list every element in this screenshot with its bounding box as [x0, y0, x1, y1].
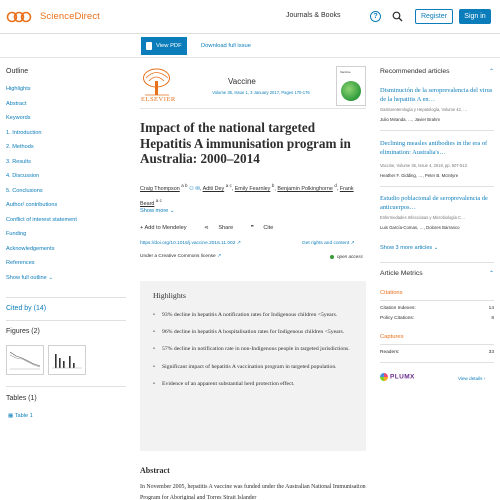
highlight-item: • Evidence of an apparent substantial herd protection effect. — [153, 380, 353, 389]
outline-item[interactable]: Funding — [6, 231, 27, 237]
recommended-article-title[interactable]: Estudio poblacional de seroprevalencia de anticuerpos… — [380, 195, 488, 211]
journals-books-link[interactable]: Journals & Books — [286, 12, 341, 19]
tables-heading[interactable]: Tables (1) — [6, 395, 37, 402]
share-button[interactable] — [204, 225, 241, 231]
view-details-label: View details — [458, 376, 483, 381]
outline-item[interactable]: 2. Methods — [6, 144, 34, 150]
plumx-icon — [380, 373, 388, 381]
outline-item[interactable]: References — [6, 260, 35, 266]
policy-citations-row — [380, 316, 494, 321]
author-link[interactable]: Aditi Dey — [202, 185, 225, 192]
author-affiliation: a b — [181, 183, 188, 188]
cover-title: Vaccine — [340, 70, 351, 74]
outline-item[interactable]: 5. Conclusions — [6, 187, 43, 194]
metric-value: 8 — [491, 316, 494, 321]
external-link-icon: ↗ — [236, 241, 241, 246]
plumx-label: PLUMX — [390, 373, 415, 381]
highlights-title: Highlights — [153, 291, 186, 300]
divider — [380, 362, 494, 363]
license-info — [140, 254, 221, 259]
recommended-article-title[interactable]: Disminución de la seroprevalencia del virus de la hepatitis A en… — [380, 87, 493, 103]
author-link[interactable]: Craig Thompson — [140, 185, 180, 192]
open-access-badge: open access — [330, 254, 363, 259]
divider — [6, 320, 126, 321]
pdf-icon — [146, 42, 152, 50]
outline-item[interactable]: Keywords — [6, 115, 31, 121]
chevron-up-icon: ⌃ — [488, 271, 494, 277]
rights-label: Get rights and content — [302, 241, 350, 246]
show-more-articles-link[interactable] — [380, 245, 494, 251]
recommended-article-source: Gastroenterología y Hepatología, Volume 42, … — [380, 107, 468, 112]
person-icon: ⚇ — [189, 185, 194, 192]
author-affiliation: b — [271, 183, 275, 188]
cited-by-heading[interactable]: Cited by (14) — [6, 305, 47, 312]
cite-button[interactable] — [251, 225, 282, 231]
journal-volume-link[interactable]: Volume 35, Issue 1, 3 January 2017, Pages 170-176 — [212, 90, 310, 95]
cite-label: Cite — [263, 225, 274, 231]
chevron-down-icon: ⌄ — [48, 274, 53, 281]
divider — [140, 108, 366, 109]
chevron-down-icon: ⌄ — [433, 245, 439, 251]
divider — [380, 130, 494, 131]
top-header — [0, 0, 500, 34]
chevron-down-icon: ⌄ — [169, 208, 175, 214]
share-icon: ⋖ — [204, 225, 209, 231]
author-link[interactable]: Benjamin Polkinghorne — [277, 185, 333, 192]
license-text[interactable]: Under a Creative Commons license — [140, 254, 216, 259]
figures-heading[interactable]: Figures (2) — [6, 328, 40, 335]
bar-chart-thumbnail-icon — [49, 346, 85, 374]
highlight-item: • Significant impact of hepatitis A vaccination program in targeted population. — [153, 363, 353, 372]
search-icon[interactable] — [392, 11, 403, 22]
line-chart-thumbnail-icon — [7, 346, 43, 374]
brand-name[interactable]: ScienceDirect — [40, 11, 100, 22]
doi-label: https://doi.org/10.1016/j.vaccine.2016.11.002 — [140, 241, 236, 246]
metrics-title: Article Metrics — [380, 270, 423, 277]
sign-in-button[interactable]: Sign in — [459, 9, 491, 24]
author-link[interactable]: Emily Fearnley — [234, 185, 271, 192]
recommended-title: Recommended articles — [380, 68, 450, 75]
divider — [380, 262, 494, 263]
show-full-outline-label: Show full outline — [6, 274, 47, 281]
outline-item[interactable]: 4. Discussion — [6, 173, 40, 179]
register-button[interactable]: Register — [415, 9, 453, 24]
chevron-right-icon: › — [483, 376, 486, 381]
outline-item[interactable]: 1. Introduction — [6, 129, 42, 136]
view-pdf-button[interactable] — [141, 37, 187, 55]
sciencedirect-logo-icon[interactable] — [6, 9, 32, 25]
author-link[interactable]: Frank Beard — [140, 185, 354, 207]
show-more-label: Show more — [140, 208, 169, 214]
article-metrics-heading[interactable] — [380, 270, 494, 277]
view-pdf-label: View PDF — [156, 43, 182, 49]
journal-title[interactable]: Vaccine — [228, 77, 256, 86]
recommended-article-title[interactable]: Declining measles antibodies in the era of elimination: Australia's… — [380, 140, 488, 156]
recommended-article-authors: Julio Miranda, …, Javier Brahm — [380, 117, 440, 122]
help-icon[interactable]: ? — [370, 11, 381, 22]
metric-value: 14 — [488, 306, 494, 311]
quote-icon: ❞ — [250, 225, 254, 231]
article-toolbar — [0, 34, 500, 58]
show-more-articles-label: Show 3 more articles — [380, 245, 433, 251]
recommended-heading[interactable] — [380, 68, 494, 75]
divider — [380, 344, 494, 345]
abstract-title: Abstract — [140, 466, 170, 475]
highlight-item: • 57% decline in notification rate in non-Indigenous people in targeted jurisdictions. — [153, 345, 353, 354]
external-link-icon: ↗ — [217, 254, 222, 259]
view-details-link[interactable] — [458, 376, 485, 381]
captures-category: Captures — [380, 334, 404, 340]
download-issue-link[interactable]: Download full issue — [201, 43, 251, 49]
author-affiliation: a c — [155, 197, 162, 203]
article-title: Impact of the national targeted Hepatitis A immunisation program in Australia: 2000–2014 — [140, 120, 351, 166]
show-full-outline-link[interactable] — [6, 274, 126, 289]
recommended-article-source: Vaccine, Volume 36, Issue 4, 2018, pp. 507-513 — [380, 163, 467, 168]
figure-thumbnail-2[interactable] — [48, 345, 86, 375]
email-icon[interactable]: ✉ — [195, 185, 200, 192]
metric-label: Citation Indexes: — [380, 306, 416, 311]
readers-row — [380, 350, 494, 355]
highlight-item: • 93% decline in hepatitis A notification rates for Indigenous children <5years. — [153, 311, 353, 320]
add-mendeley-label: Add to Mendeley — [144, 225, 187, 231]
table-link[interactable] — [8, 413, 33, 419]
recommended-article-authors: Luis García-Comas, …, Dolores Barranco — [380, 225, 460, 230]
doi-link[interactable] — [140, 241, 241, 246]
author-affiliation: d — [334, 183, 337, 188]
divider — [6, 297, 126, 298]
outline-item[interactable]: Abstract — [6, 100, 27, 107]
outline-item[interactable]: 3. Results — [6, 158, 31, 165]
outline-item[interactable]: Highlights — [6, 86, 31, 92]
plumx-logo[interactable] — [380, 373, 415, 381]
recommended-article-source: Enfermedades Infecciosas y Microbiología C… — [380, 215, 466, 220]
rights-link[interactable] — [302, 241, 355, 246]
chevron-up-icon: ⌃ — [488, 69, 494, 75]
table-icon: ▦ — [8, 413, 15, 419]
author-list: Craig Thompson $^{a b}$ ⚇ ✉, Aditi Dey $^{a c}$, Emily Fearnley $^b$, Benjamin Polkinghorne $^d$, Frank Beard $^{a c}$ — [140, 183, 354, 207]
outline-item[interactable]: Acknowledgements — [6, 245, 55, 252]
outline-title: Outline — [6, 68, 29, 75]
metric-value: 33 — [488, 350, 494, 355]
highlights-box — [140, 281, 366, 451]
share-label: Share — [218, 225, 234, 231]
highlight-item: • 96% decline in hepatitis A hospitalisation rates for Indigenous children <5years. — [153, 328, 353, 337]
divider — [380, 300, 494, 301]
outline-item[interactable]: Conflict of interest statement — [6, 216, 77, 223]
recommended-article-authors: Heather F. Gidding, …, Peter B. McIntyre — [380, 173, 459, 178]
divider — [6, 386, 126, 387]
table-label: Table 1 — [14, 413, 33, 419]
metric-label: Readers: — [380, 350, 400, 355]
virus-cover-icon — [341, 81, 361, 101]
publisher-name: ELSEVIER — [141, 96, 176, 103]
metric-label: Policy Citations: — [380, 316, 415, 321]
abstract-text: In November 2005, hepatitis A vaccine was funded under the Australian National Immunisation Program for Aboriginal and Torres Strait Islander — [140, 484, 366, 500]
journal-cover-image[interactable] — [336, 66, 366, 106]
add-mendeley-button[interactable]: + Add to Mendeley — [140, 225, 187, 231]
outline-panel — [6, 68, 126, 288]
figure-thumbnail-1[interactable] — [6, 345, 44, 375]
citations-category: Citations — [380, 290, 403, 296]
elsevier-tree-logo-icon[interactable] — [141, 67, 173, 97]
citation-indexes-row — [380, 306, 494, 311]
divider — [380, 186, 494, 187]
author-affiliation: a c — [225, 183, 232, 188]
show-more-authors-link[interactable] — [140, 208, 175, 214]
outline-item[interactable]: Author/ contributions — [6, 202, 58, 208]
external-link-icon: ↗ — [350, 241, 355, 246]
article-actions — [140, 225, 289, 231]
